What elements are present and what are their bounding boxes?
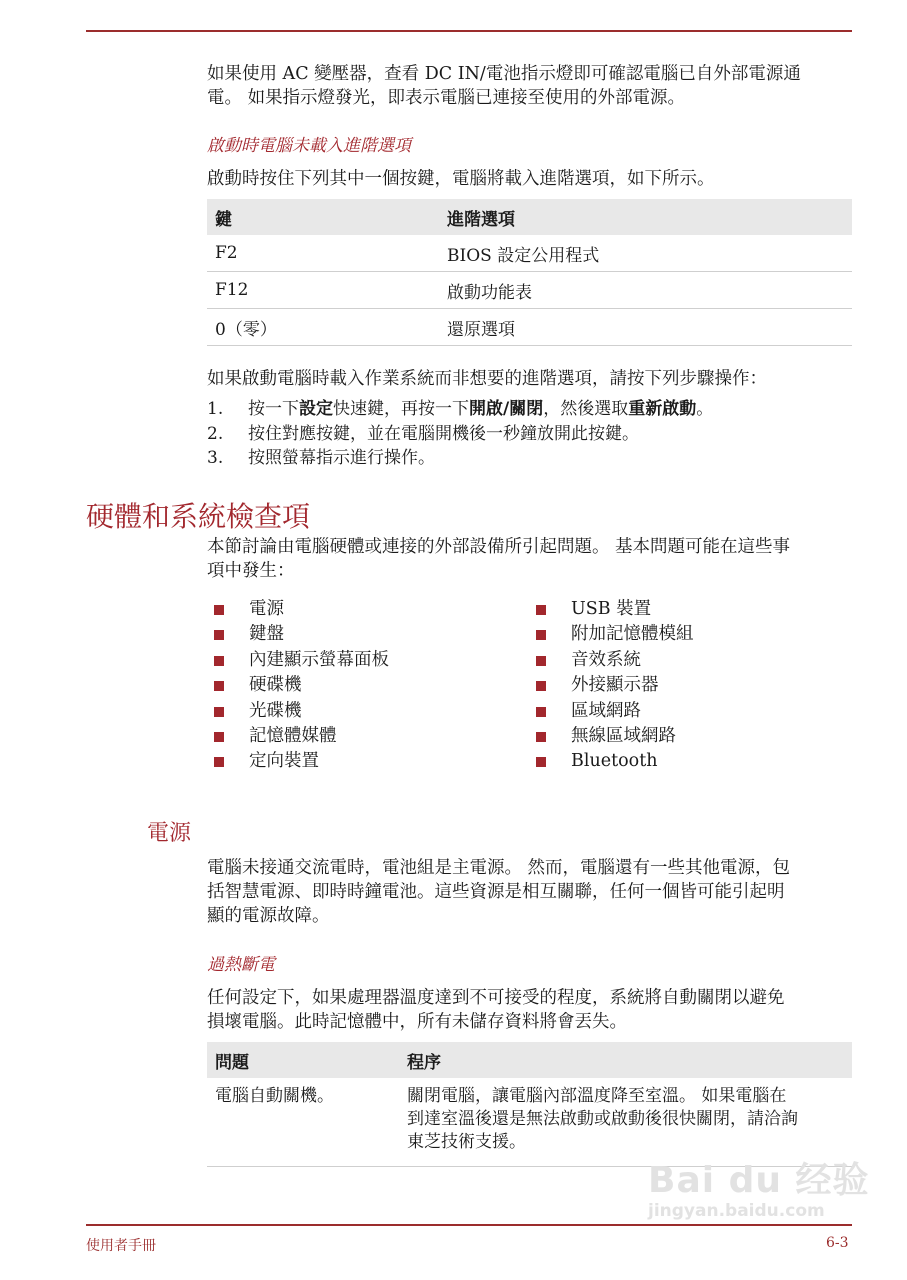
list-item [207, 597, 389, 622]
list-item [207, 422, 713, 447]
step-text: ，然後選取 [543, 399, 629, 419]
list-item-label: 音效系統 [571, 649, 641, 670]
bottom-rule [86, 1224, 852, 1226]
bullet-square-icon [214, 757, 224, 767]
hardware-paragraph [207, 535, 790, 583]
table-header-row [207, 1042, 852, 1078]
table-row [207, 309, 852, 346]
watermark-brand: Bai du 经验 [648, 1160, 870, 1201]
list-item [529, 648, 694, 673]
list-item [529, 622, 694, 647]
list-item-label: 內建顯示螢幕面板 [249, 649, 389, 670]
power-heading: 電源 [147, 821, 192, 846]
advanced-text: 啟動時按住下列其中一個按鍵，電腦將載入進階選項，如下所示。 [207, 169, 715, 189]
list-item-label: 電源 [249, 599, 284, 619]
overheat-paragraph [207, 986, 785, 1034]
hardware-line-2: 項中發生： [207, 561, 295, 581]
advanced-table [207, 199, 852, 346]
top-rule [86, 30, 852, 32]
list-item-label: Bluetooth [571, 751, 658, 772]
intro-line-2: 電。 如果指示燈發光，即表示電腦已連接至使用的外部電源。 [207, 88, 686, 108]
intro-line-1: 如果使用 AC 變壓器，查看 DC IN/電池指示燈即可確認電腦已自外部電源通 [207, 64, 801, 84]
table-header-procedure: 程序 [399, 1042, 852, 1078]
list-item-label: 外接顯示器 [571, 675, 659, 696]
list-item-label: 光碟機 [249, 700, 302, 721]
list-item [529, 749, 694, 774]
step-text: 按住對應按鍵，並在電腦開機後一秒鐘放開此按鍵。 [248, 423, 639, 444]
power-paragraph [207, 856, 790, 928]
footer-page-number: 6-3 [826, 1235, 849, 1251]
table-cell-option: 還原選項 [439, 309, 852, 346]
bullet-square-icon [536, 681, 546, 691]
step-text: 按一下 [248, 399, 299, 419]
overheat-line-1: 任何設定下，如果處理器溫度達到不可接受的程度，系統將自動關閉以避免 [207, 988, 785, 1008]
bullet-square-icon [536, 605, 546, 615]
hardware-heading: 硬體和系統檢查項 [86, 500, 311, 533]
bullet-square-icon [214, 630, 224, 640]
list-item [207, 699, 389, 724]
procedure-line-3: 東芝技術支援。 [407, 1132, 526, 1152]
hardware-list-right [529, 597, 694, 775]
overheat-subheading: 過熱斷電 [207, 955, 275, 975]
bullet-square-icon [536, 630, 546, 640]
procedure-line-2: 到達室溫後還是無法啟動或啟動後很快關閉，請洽詢 [407, 1109, 798, 1129]
procedure-line-1: 關閉電腦，讓電腦內部溫度降至室溫。 如果電腦在 [407, 1086, 787, 1106]
table-header-key: 鍵 [207, 199, 439, 235]
list-item [529, 699, 694, 724]
bullet-square-icon [536, 707, 546, 717]
step-number: 1. [207, 399, 224, 419]
step-number: 2. [207, 423, 224, 444]
advanced-subheading: 啟動時電腦未載入進階選項 [207, 136, 411, 156]
hardware-list-left [207, 597, 389, 775]
step-number: 3. [207, 448, 224, 468]
table-row [207, 235, 852, 272]
bullet-square-icon [214, 656, 224, 666]
list-item [529, 724, 694, 749]
list-item [207, 724, 389, 749]
overheat-table [207, 1042, 852, 1167]
list-item-label: 鍵盤 [249, 624, 284, 645]
advanced-after-text: 如果啟動電腦時載入作業系統而非想要的進階選項，請按下列步驟操作： [207, 369, 767, 389]
list-item-label: 區域網路 [571, 700, 641, 721]
table-cell-key: 0（零） [207, 309, 439, 346]
steps-list [207, 397, 713, 471]
bullet-square-icon [214, 732, 224, 742]
power-line-3: 顯的電源故障。 [207, 906, 330, 926]
list-item [207, 673, 389, 698]
list-item-label: 定向裝置 [249, 751, 319, 772]
table-cell-option: BIOS 設定公用程式 [439, 235, 852, 272]
overheat-line-2: 損壞電腦。此時記憶體中，所有未儲存資料將會丟失。 [207, 1012, 627, 1032]
power-line-1: 電腦未接通交流電時，電池組是主電源。 然而，電腦還有一些其他電源，包 [207, 858, 791, 878]
step-text: 按照螢幕指示進行操作。 [248, 448, 435, 468]
table-cell-problem: 電腦自動關機。 [207, 1078, 399, 1167]
table-cell-key: F2 [207, 235, 439, 272]
step-bold-settings: 設定 [299, 399, 333, 419]
list-item [207, 749, 389, 774]
step-bold-restart: 重新啟動 [628, 399, 697, 419]
bullet-square-icon [214, 605, 224, 615]
bullet-square-icon [536, 732, 546, 742]
power-line-2: 括智慧電源、即時時鐘電池。這些資源是相互關聯，任何一個皆可能引起明 [207, 882, 785, 902]
step-text: 快速鍵，再按一下 [333, 399, 469, 419]
hardware-line-1: 本節討論由電腦硬體或連接的外部設備所引起問題。 基本問題可能在這些事 [207, 537, 791, 557]
list-item [207, 446, 713, 471]
intro-paragraph [207, 62, 801, 110]
table-header-row [207, 199, 852, 235]
watermark-logo [648, 1152, 870, 1221]
step-bold-onoff: 開啟/關閉 [469, 399, 544, 419]
list-item [529, 597, 694, 622]
watermark-url: jingyan.baidu.com [648, 1201, 825, 1221]
table-cell-option: 啟動功能表 [439, 272, 852, 309]
bullet-square-icon [536, 757, 546, 767]
list-item [529, 673, 694, 698]
table-cell-key: F12 [207, 272, 439, 309]
step-text: 。 [696, 399, 714, 419]
bullet-square-icon [536, 656, 546, 666]
table-header-option: 進階選項 [439, 199, 852, 235]
list-item-label: USB 裝置 [571, 599, 652, 619]
list-item-label: 無線區域網路 [571, 726, 676, 747]
table-row [207, 272, 852, 309]
bullet-square-icon [214, 681, 224, 691]
bullet-square-icon [214, 707, 224, 717]
list-item-label: 附加記憶體模組 [571, 624, 694, 645]
footer-left: 使用者手冊 [86, 1238, 156, 1254]
list-item [207, 397, 713, 422]
list-item-label: 記憶體媒體 [249, 726, 337, 747]
list-item [207, 622, 389, 647]
list-item-label: 硬碟機 [249, 675, 302, 696]
table-header-problem: 問題 [207, 1042, 399, 1078]
list-item [207, 648, 389, 673]
